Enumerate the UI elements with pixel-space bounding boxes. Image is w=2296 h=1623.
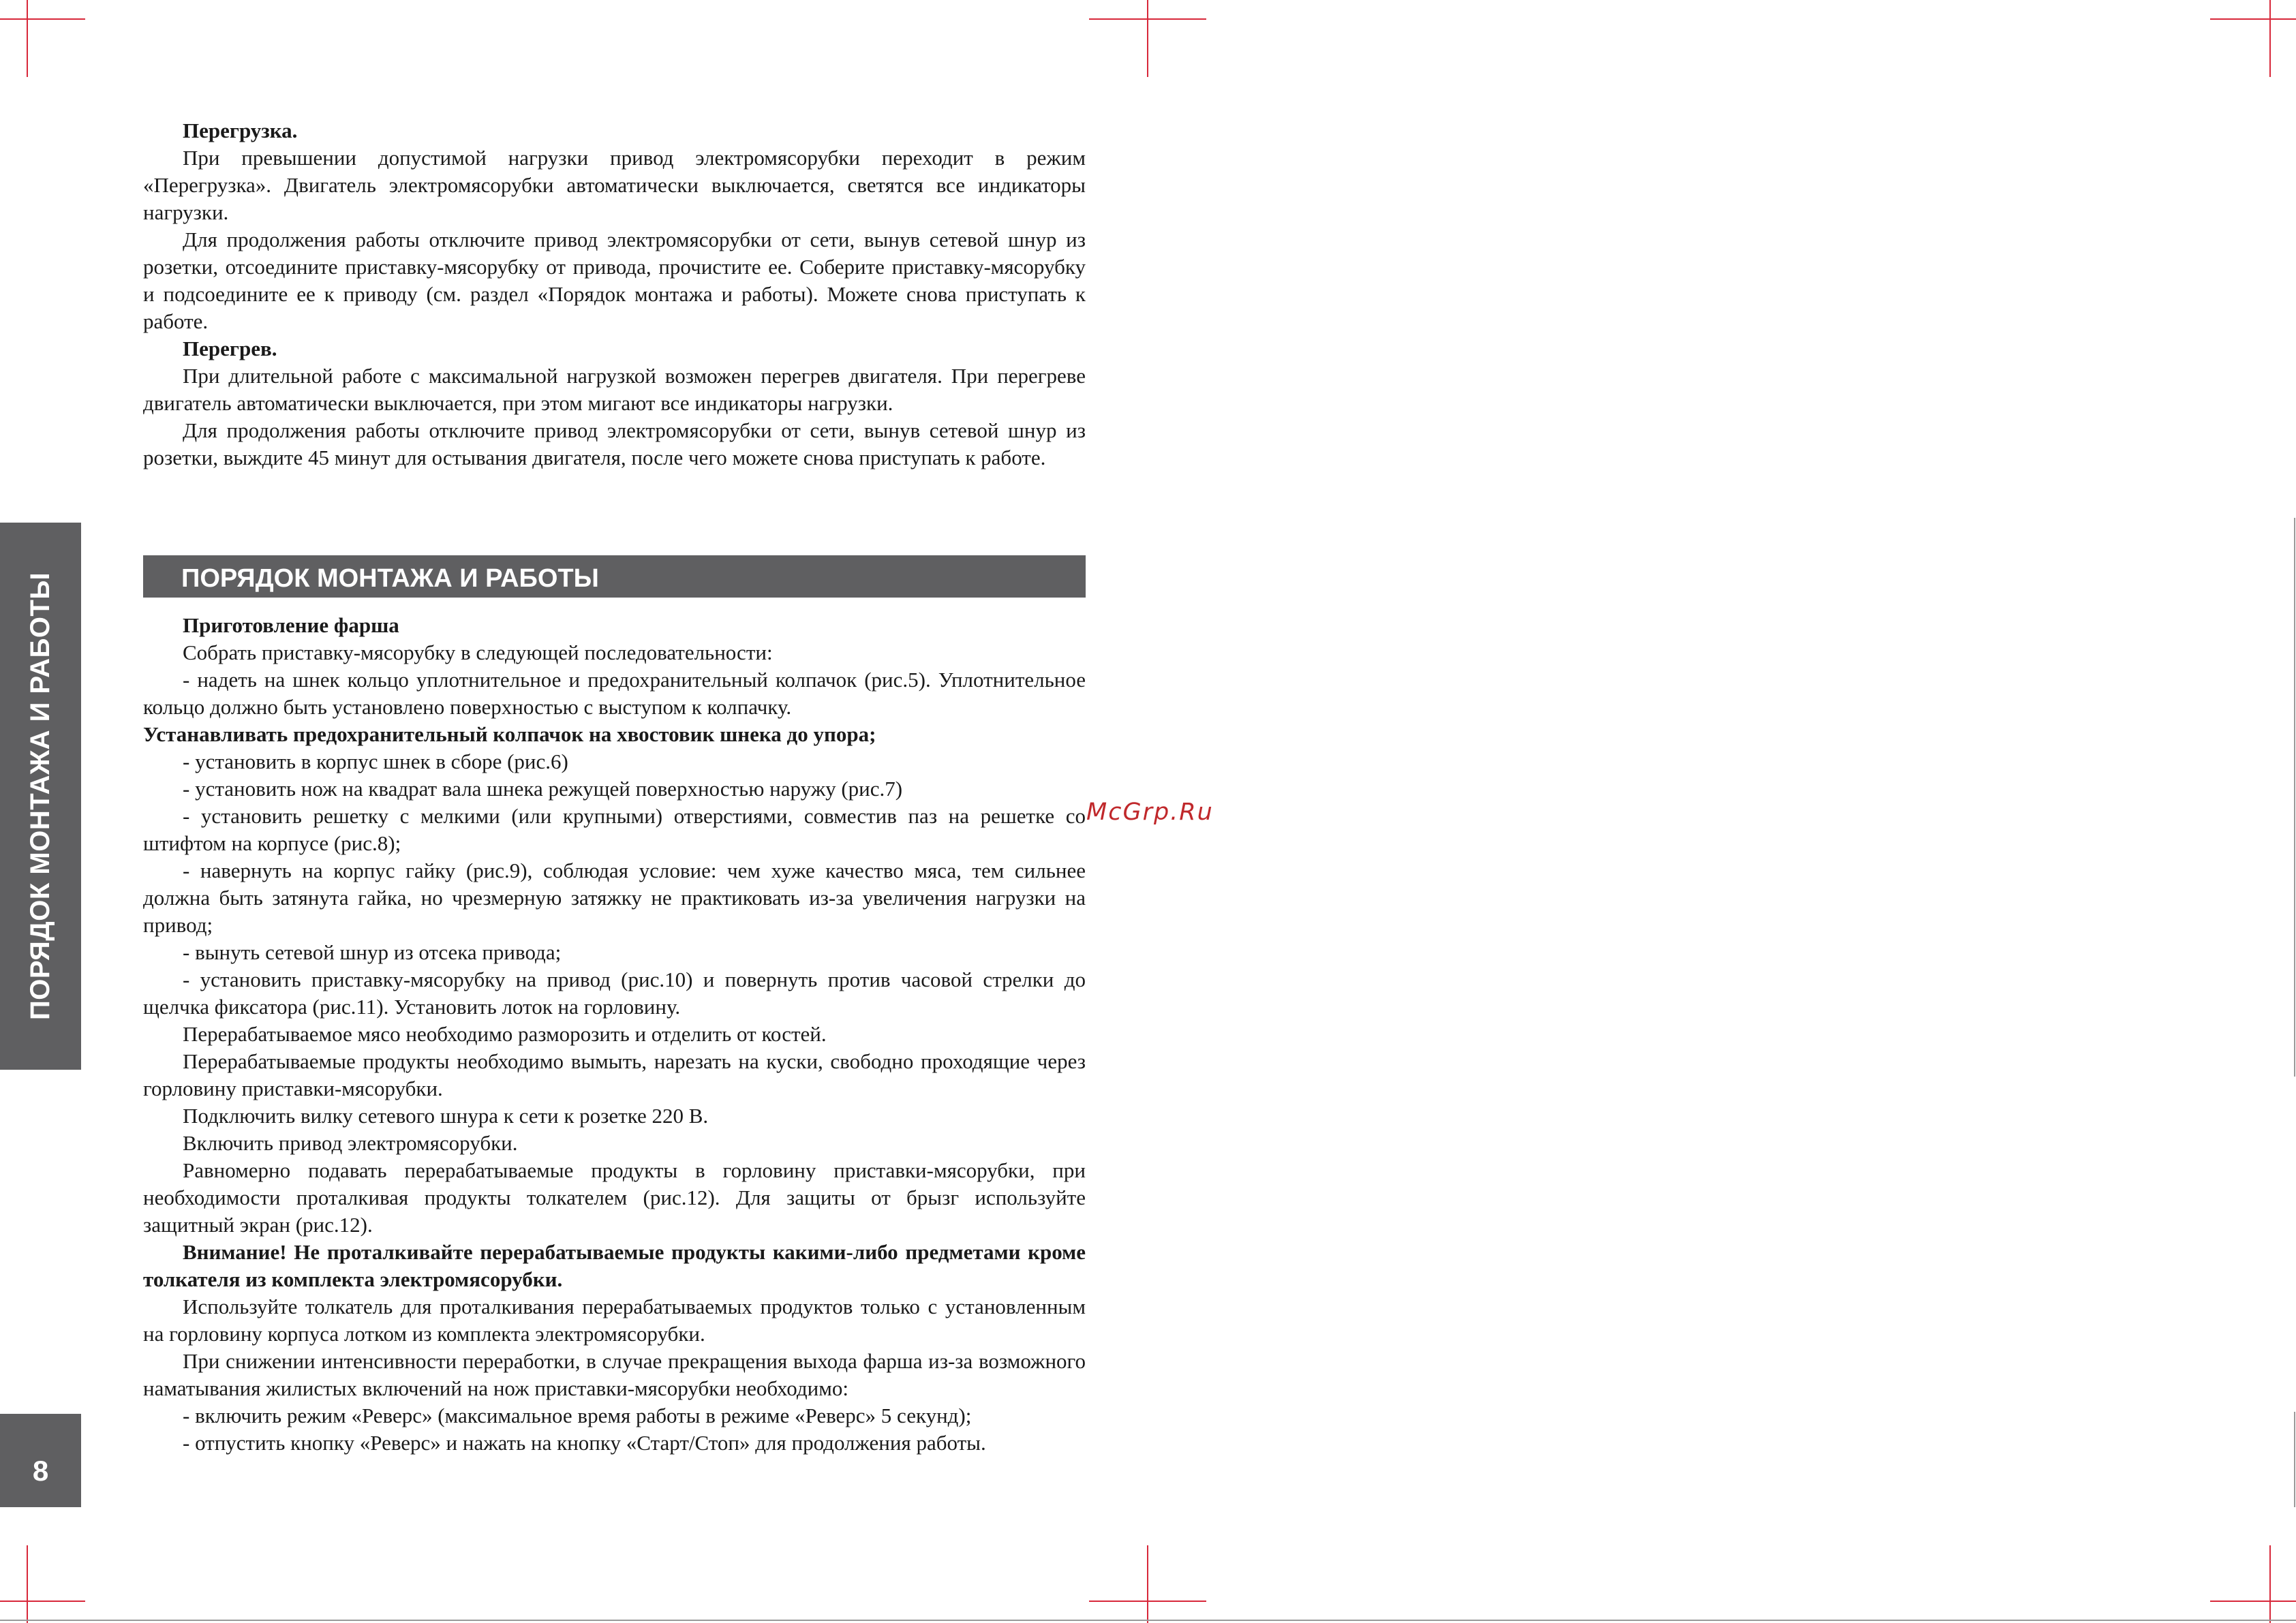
paragraph: При превышении допустимой нагрузки привод электромясорубки переходит в режим «Перегрузка». Двигатель электромясорубки автоматически выключается, светятся все индикаторы нагрузки. bbox=[143, 146, 1086, 224]
step-item: - надеть на шнек кольцо уплотнительное и предохранительный колпачок (рис.5). Уплотнительное кольцо должно быть установлено поверхностью с выступом к колпачку. bbox=[143, 668, 1086, 719]
paragraph: Используйте толкатель для проталкивания перерабатываемых продуктов только с установленным на горловину корпуса лотком из комплекта электромясорубки. bbox=[143, 1295, 1086, 1346]
step-item: - включить режим «Реверс» (максимальное время работы в режиме «Реверс» 5 секунд); bbox=[183, 1404, 972, 1427]
paragraph: Равномерно подавать перерабатываемые продукты в горловину приставки-мясорубки, при необходимости проталкивая продукты толкателем (рис.12). Для защиты от брызг используйте защитный экран (рис.12). bbox=[143, 1158, 1086, 1237]
side-section-tab bbox=[0, 523, 81, 1070]
paragraph: Для продолжения работы отключите привод электромясорубки от сети, вынув сетевой шнур из розетки, отсоедините приставку-мясорубку от привода, прочистите ее. Соберите приставку-мясорубку и подсоедините ее к приводу (см. раздел «Порядок монтажа и работы). Можете снова приступать к работе. bbox=[143, 228, 1086, 333]
crop-mark bbox=[27, 1545, 28, 1623]
crop-mark bbox=[1147, 0, 1148, 77]
section-title: ПОРЯДОК МОНТАЖА И РАБОТЫ bbox=[181, 564, 599, 593]
paragraph: Для продолжения работы отключите привод электромясорубки от сети, вынув сетевой шнур из розетки, выждите 45 минут для остывания двигателя, после чего можете снова приступать к работе. bbox=[143, 418, 1086, 469]
crop-mark bbox=[2210, 18, 2296, 20]
crop-mark bbox=[0, 18, 85, 20]
crop-mark bbox=[2269, 0, 2271, 77]
crop-mark bbox=[1147, 1545, 1148, 1623]
paragraph: Перерабатываемое мясо необходимо разморозить и отделить от костей. bbox=[183, 1022, 827, 1046]
step-item: - отпустить кнопку «Реверс» и нажать на кнопку «Старт/Стоп» для продолжения работы. bbox=[183, 1431, 986, 1455]
step-item: - вынуть сетевой шнур из отсека привода; bbox=[183, 940, 562, 964]
page-edge-line bbox=[2294, 1412, 2295, 1507]
subheading: Приготовление фарша bbox=[183, 613, 399, 637]
step-item: - навернуть на корпус гайку (рис.9), соблюдая условие: чем хуже качество мяса, тем сильнее должна быть затянута гайка, но чрезмерную затяжку не практиковать из-за увеличения нагрузки на привод; bbox=[143, 859, 1086, 937]
overload-heading: Перегрузка. bbox=[183, 119, 298, 142]
page-number: 8 bbox=[0, 1414, 81, 1507]
step-item: - установить приставку-мясорубку на привод (рис.10) и повернуть против часовой стрелки до щелчка фиксатора (рис.11). Установить лоток на горловину. bbox=[143, 968, 1086, 1019]
watermark: McGrp.Ru bbox=[1086, 799, 1214, 826]
crop-mark bbox=[2210, 1601, 2296, 1602]
paragraph: При снижении интенсивности переработки, в случае прекращения выхода фарша из-за возможного наматывания жилистых включений на нож приставки-мясорубки необходимо: bbox=[143, 1349, 1086, 1400]
page-edge-line bbox=[2294, 518, 2295, 1077]
paragraph: При длительной работе с максимальной нагрузкой возможен перегрев двигателя. При перегреве двигатель автоматически выключается, при этом мигают все индикаторы нагрузки. bbox=[143, 364, 1086, 415]
paragraph: Включить привод электромясорубки. bbox=[183, 1131, 518, 1155]
crop-mark bbox=[0, 1601, 85, 1602]
lower-text-block bbox=[143, 612, 1086, 1457]
crop-mark bbox=[27, 0, 28, 77]
warning-line: Устанавливать предохранительный колпачок на хвостовик шнека до упора; bbox=[143, 722, 876, 746]
paragraph: Собрать приставку-мясорубку в следующей последовательности: bbox=[183, 640, 773, 664]
crop-mark bbox=[2269, 1545, 2271, 1623]
warning-paragraph: Внимание! Не проталкивайте перерабатываемые продукты какими-либо предметами кроме толкателя из комплекта электромясорубки. bbox=[143, 1240, 1086, 1291]
step-item: - установить нож на квадрат вала шнека режущей поверхностью наружу (рис.7) bbox=[183, 777, 903, 801]
upper-text-block bbox=[143, 117, 1086, 472]
section-title-bar bbox=[143, 555, 1086, 598]
page-bottom-line bbox=[0, 1620, 2296, 1621]
step-item: - установить в корпус шнек в сборе (рис.6) bbox=[183, 749, 568, 773]
paragraph: Перерабатываемые продукты необходимо вымыть, нарезать на куски, свободно проходящие через горловину приставки-мясорубки. bbox=[143, 1049, 1086, 1100]
paragraph: Подключить вилку сетевого шнура к сети к розетке 220 В. bbox=[183, 1104, 709, 1128]
step-item: - установить решетку с мелкими (или крупными) отверстиями, совместив паз на решетке со штифтом на корпусе (рис.8); bbox=[143, 804, 1086, 855]
overheat-heading: Перегрев. bbox=[183, 337, 277, 360]
side-section-label: ПОРЯДОК МОНТАЖА И РАБОТЫ bbox=[25, 572, 55, 1021]
